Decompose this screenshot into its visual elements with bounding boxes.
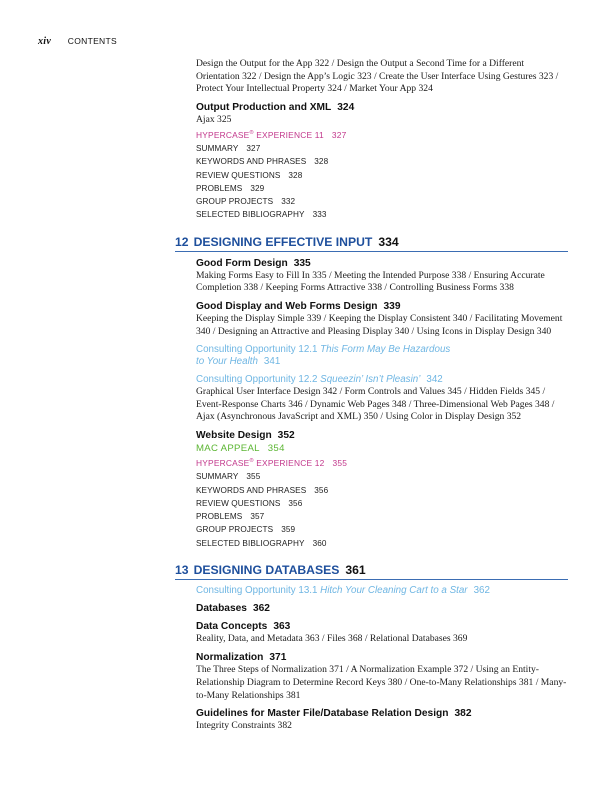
section-title: Guidelines for Master File/Database Relation Design (196, 708, 449, 720)
toc-end-matter-item (196, 523, 568, 536)
toc-topics-text: Making Forms Easy to Fill In 335 / Meeting the Intended Purpose 338 / Ensuring Accurate Completion 338 / Keeping Forms Attractive 338 / Controlling Business Forms 338 (196, 269, 545, 294)
toc-topics (196, 664, 568, 702)
hypercase-label: HYPERCASE (196, 457, 250, 468)
page-ref: 355 (332, 457, 348, 468)
page-ref: 339 (383, 301, 401, 313)
page-ref: 327 (246, 143, 261, 153)
consulting-label: Consulting Opportunity 13.1 (196, 584, 321, 596)
toc-topics-text: The Three Steps of Normalization 371 / A Normalization Example 372 / Using an Entity-Relationship Diagram to Determine Record Keys 380 / One-to-Many Relationships 381 / Many-to-Many Relationships 381 (196, 664, 567, 701)
chapter-number: 12 (175, 234, 189, 249)
page-ref: 341 (263, 356, 281, 367)
registered-mark: ® (249, 458, 254, 465)
registered-mark: ® (249, 129, 254, 136)
item-label: GROUP PROJECTS (196, 525, 274, 535)
toc-section-heading (196, 602, 568, 615)
toc-end-matter-item (196, 537, 568, 550)
toc-end-matter-item (196, 497, 568, 510)
toc-section-heading (196, 300, 568, 313)
table-of-contents (175, 58, 568, 733)
toc-hypercase-item (196, 455, 568, 470)
page-ref: 360 (312, 538, 327, 548)
toc-topics-text: Reality, Data, and Metadata 363 / Files 368 / Relational Databases 369 (196, 633, 468, 645)
toc-topics (196, 633, 568, 646)
page-ref: 361 (345, 562, 366, 577)
toc-end-matter-item (196, 142, 568, 155)
page-ref: 335 (293, 257, 311, 269)
page-ref: 328 (288, 170, 303, 180)
section-title: Data Concepts (196, 621, 268, 633)
page-header (38, 36, 117, 47)
section-title: Output Production and XML (196, 102, 332, 114)
toc-section-heading (196, 651, 568, 664)
chapter-title: DESIGNING EFFECTIVE INPUT (193, 234, 373, 249)
toc-topics (196, 270, 568, 295)
toc-chapter-heading (175, 563, 568, 580)
consulting-label: Consulting Opportunity 12.1 (196, 343, 321, 355)
chapter-number: 13 (175, 562, 189, 577)
toc-end-matter-item (196, 484, 568, 497)
page-ref: 359 (281, 525, 296, 535)
toc-section-heading (196, 429, 568, 442)
hypercase-label: HYPERCASE (196, 129, 250, 140)
section-title: Databases (196, 603, 247, 615)
experience-label: EXPERIENCE 12 (253, 457, 325, 468)
consulting-title-cont: to Your Health (196, 356, 258, 367)
toc-section-heading (196, 620, 568, 633)
page-ref: 356 (314, 485, 329, 495)
toc-mac-appeal-item (196, 442, 568, 455)
item-label: REVIEW QUESTIONS (196, 170, 281, 180)
item-label: KEYWORDS AND PHRASES (196, 485, 307, 495)
consulting-title: This Form May Be Hazardous (320, 343, 451, 355)
running-head: CONTENTS (67, 36, 117, 46)
section-title: Normalization (196, 652, 264, 664)
toc-topics-text: Integrity Constraints 382 (196, 720, 292, 732)
page-ref: 371 (269, 652, 287, 664)
toc-section-heading (196, 707, 568, 720)
toc-topics-text: Ajax 325 (196, 114, 232, 126)
item-label: SELECTED BIBLIOGRAPHY (196, 210, 305, 220)
page-ref: 362 (252, 603, 270, 615)
toc-topics (196, 313, 568, 338)
page-ref: 355 (246, 472, 261, 482)
page-ref: 354 (267, 443, 285, 455)
experience-label: EXPERIENCE 11 (253, 129, 324, 140)
section-title: Good Display and Web Forms Design (196, 301, 378, 313)
item-label: SELECTED BIBLIOGRAPHY (196, 538, 305, 548)
toc-end-matter-item (196, 182, 568, 195)
toc-topics (196, 58, 568, 96)
toc-end-matter-item (196, 169, 568, 182)
toc-end-matter-item (196, 208, 568, 221)
item-label: REVIEW QUESTIONS (196, 498, 281, 508)
page-ref: 356 (288, 498, 303, 508)
page-ref: 342 (426, 373, 443, 385)
page-ref: 332 (281, 197, 296, 207)
toc-section-heading (196, 257, 568, 270)
mac-appeal-label: MAC APPEAL (196, 443, 260, 455)
item-label: PROBLEMS (196, 512, 243, 522)
toc-topics-text: Graphical User Interface Design 342 / Form Controls and Values 345 / Hidden Fields 345 / Event-Response Charts 346 / Dynamic Web Pages 348 / Three-Dimensional Web Pages 348 / Ajax (Asynchronous JavaScript and XML) 350 / Using Color in Display Design 352 (196, 386, 555, 423)
toc-section-heading (196, 101, 568, 114)
toc-end-matter-item (196, 470, 568, 483)
page-number: xiv (38, 36, 52, 47)
page-ref: 327 (331, 129, 347, 140)
item-label: PROBLEMS (196, 183, 243, 193)
toc-end-matter-item (196, 155, 568, 168)
page-ref: 363 (273, 621, 291, 633)
item-label: KEYWORDS AND PHRASES (196, 157, 307, 167)
toc-topics-text: Keeping the Display Simple 339 / Keeping the Display Consistent 340 / Facilitating Movement 340 / Designing an Attractive and Pleasing Display 340 / Using Icons in Display Design 340 (196, 313, 563, 337)
toc-topics-text: Design the Output for the App 322 / Design the Output a Second Time for a Different Orientation 322 / Design the App’s Logic 323 / Create the User Interface Using Gestures 323 / Protect Your Intellectual Property 324 / Market Your App 324 (196, 58, 559, 95)
item-label: SUMMARY (196, 143, 239, 153)
consulting-title: Hitch Your Cleaning Cart to a Star (320, 584, 468, 596)
toc-consulting-opportunity (196, 374, 568, 387)
item-label: GROUP PROJECTS (196, 197, 274, 207)
section-title: Website Design (196, 430, 272, 442)
page-ref: 334 (378, 234, 399, 249)
toc-topics (196, 720, 568, 733)
page-ref: 324 (337, 102, 355, 114)
page-ref: 329 (250, 183, 265, 193)
toc-hypercase-item (196, 127, 568, 142)
page-ref: 333 (312, 210, 327, 220)
page-ref: 382 (454, 708, 472, 720)
toc-end-matter-item (196, 195, 568, 208)
consulting-label: Consulting Opportunity 12.2 (196, 373, 321, 385)
page-ref: 328 (314, 157, 329, 167)
section-title: Good Form Design (196, 257, 288, 269)
toc-consulting-opportunity (196, 585, 568, 598)
page-ref: 352 (277, 430, 295, 442)
page-ref: 357 (250, 512, 265, 522)
toc-end-matter-item (196, 510, 568, 523)
toc-chapter-heading (175, 235, 568, 252)
item-label: SUMMARY (196, 472, 239, 482)
consulting-title: Squeezin’ Isn’t Pleasin’ (320, 373, 421, 385)
toc-topics (196, 386, 568, 424)
chapter-title: DESIGNING DATABASES (193, 562, 340, 577)
page-ref: 362 (473, 584, 490, 596)
toc-topics (196, 114, 568, 127)
toc-consulting-opportunity (196, 344, 568, 369)
